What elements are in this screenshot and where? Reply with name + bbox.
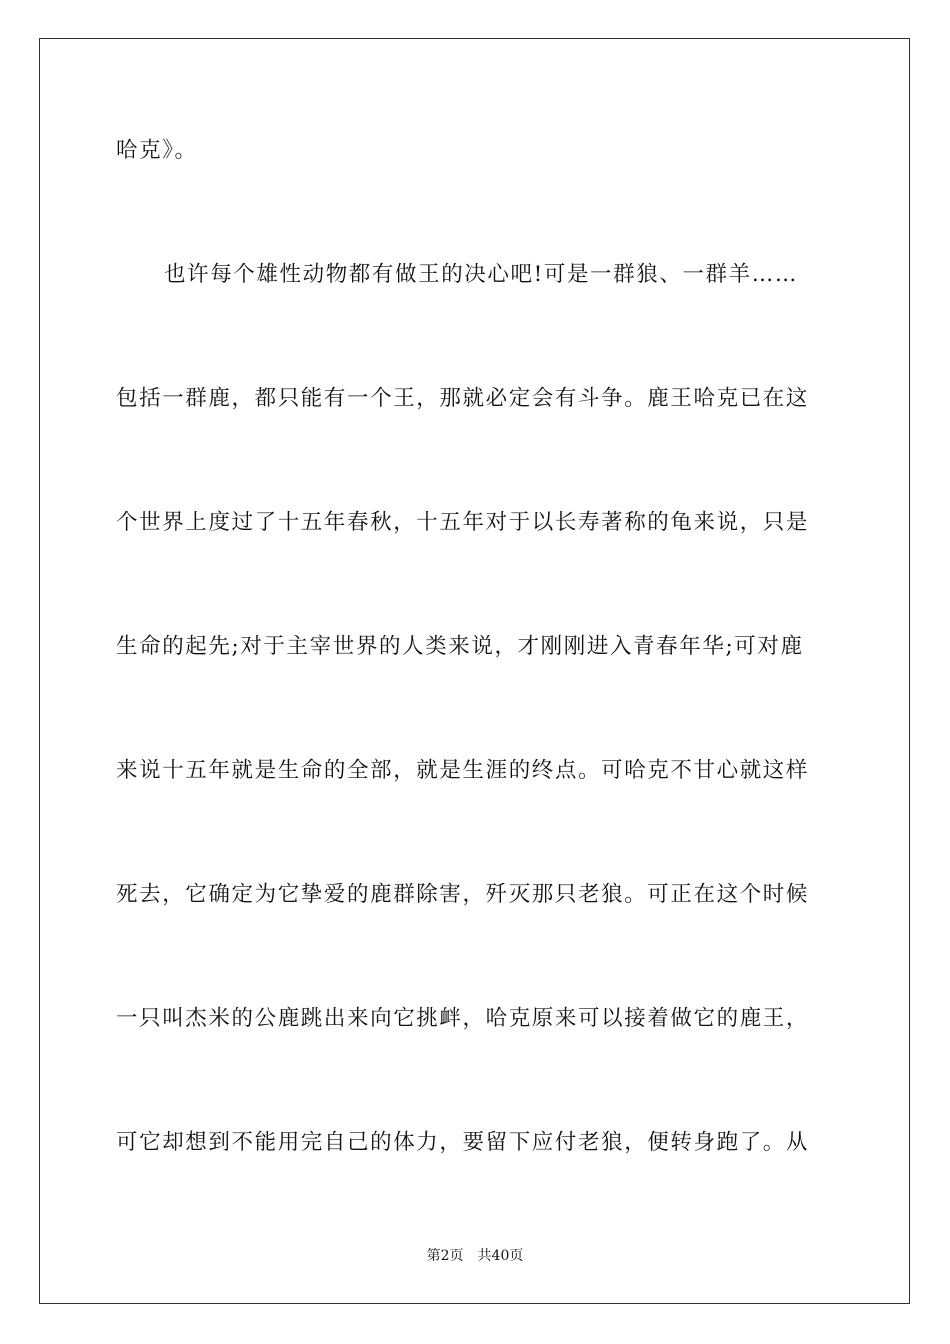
page-total: 共40页 [477,1248,524,1264]
text-line: 来说十五年就是生命的全部，就是生涯的终点。可哈克不甘心就这样 [116,758,810,783]
text-line: 个世界上度过了十五年春秋，十五年对于以长寿著称的龟来说，只是 [116,510,810,535]
text-line: 一只叫杰米的公鹿跳出来向它挑衅，哈克原来可以接着做它的鹿王， [116,1006,810,1031]
text-line: 生命的起先;对于主宰世界的人类来说，才刚刚进入青春年华;可对鹿 [116,634,804,659]
text-line: 可它却想到不能用完自己的体力，要留下应付老狼，便转身跑了。从 [116,1130,810,1155]
text-line: 死去，它确定为它挚爱的鹿群除害，歼灭那只老狼。可正在这个时候 [116,882,810,907]
page-footer [0,1246,950,1266]
page-border [39,38,910,1304]
text-line: 哈克》。 [116,138,198,163]
text-line: 包括一群鹿，都只能有一个王，那就必定会有斗争。鹿王哈克已在这 [116,386,810,411]
text-line: 也许每个雄性动物都有做王的决心吧!可是一群狼、一群羊…… [164,262,798,287]
page-number: 第2页 [426,1248,464,1264]
